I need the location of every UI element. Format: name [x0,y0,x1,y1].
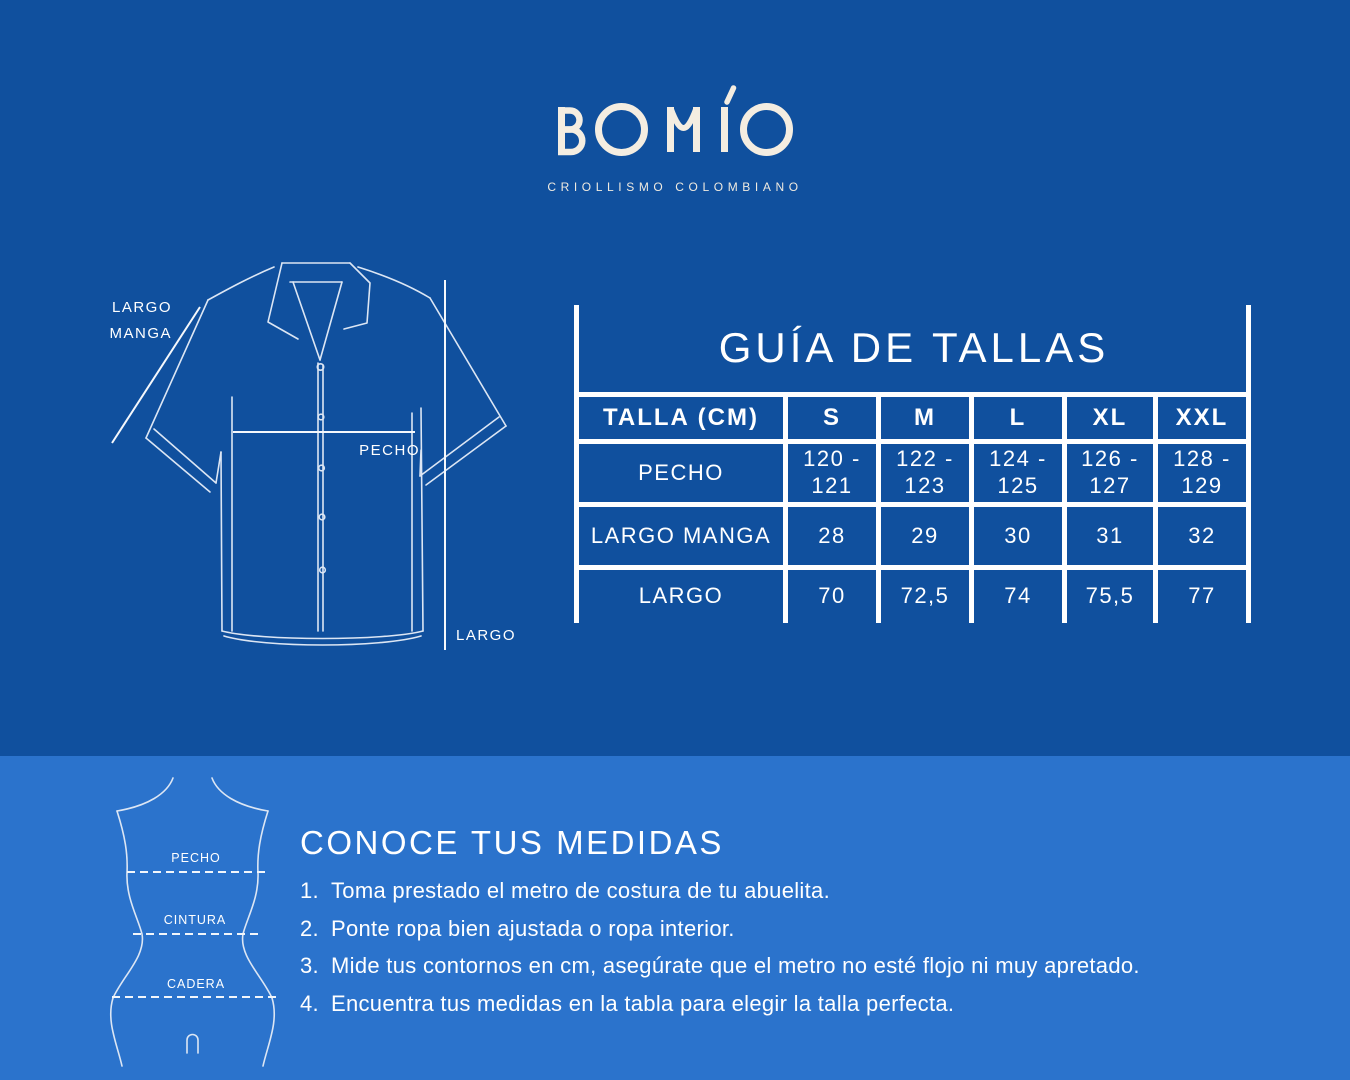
row-label-pecho: PECHO [579,444,783,502]
cell-largo-xl: 75,5 [1067,570,1153,623]
table-right-bar [1246,305,1251,623]
chest-label: PECHO [359,442,420,459]
row-label-largo-manga: LARGO MANGA [579,507,783,565]
cell-largo-xxl: 77 [1158,570,1246,623]
cell-largo-s: 70 [788,570,876,623]
cell-largo-m: 72,5 [881,570,969,623]
step-text: Ponte ropa bien ajustada o ropa interior. [331,915,735,941]
cell-manga-xxl: 32 [1158,507,1246,565]
measure-step-3 [300,947,1300,985]
cell-manga-m: 29 [881,507,969,565]
torso-hip-label: CADERA [166,977,226,991]
sleeve-label-line2: MANGA [109,325,172,342]
col-header-xxl: XXL [1158,397,1246,439]
torso-waist-label: CINTURA [163,913,227,927]
cell-manga-s: 28 [788,507,876,565]
col-header-xl: XL [1067,397,1153,439]
cell-manga-xl: 31 [1067,507,1153,565]
cell-manga-l: 30 [974,507,1062,565]
measure-step-1 [300,872,1300,910]
step-text: Toma prestado el metro de costura de tu abuelita. [331,878,830,903]
cell-pecho-s: 120 - 121 [788,444,876,502]
step-number: 3. [300,953,319,978]
cell-pecho-l: 124 - 125 [974,444,1062,502]
cell-pecho-xl: 126 - 127 [1067,444,1153,502]
step-text: Encuentra tus medidas en la tabla para elegir la talla perfecta. [331,990,955,1016]
measure-step-4 [300,985,1300,1023]
sleeve-label-line1: LARGO [111,299,172,316]
col-header-m: M [881,397,969,439]
cell-pecho-m: 122 - 123 [881,444,969,502]
measure-step-2 [300,910,1300,948]
cell-largo-l: 74 [974,570,1062,623]
step-text: Mide tus contornos en cm, asegúrate que el metro no esté flojo ni muy apretado. [331,953,1140,978]
measures-heading: CONOCE TUS MEDIDAS [300,824,724,861]
col-header-talla: TALLA (CM) [579,397,783,439]
step-number: 2. [300,915,319,941]
measure-steps [300,872,1300,1022]
bohio-logo-icon [550,85,800,180]
size-table [579,392,1246,623]
torso-chest-label: PECHO [171,851,221,865]
step-number: 1. [300,878,319,903]
step-number: 4. [300,990,319,1016]
torso-diagram [95,758,295,1068]
col-header-s: S [788,397,876,439]
row-label-largo: LARGO [579,570,783,623]
shirt-diagram [90,245,570,665]
col-header-l: L [974,397,1062,439]
length-label: LARGO [456,627,517,644]
size-table-title: GUÍA DE TALLAS [718,324,1110,371]
cell-pecho-xxl: 128 - 129 [1158,444,1246,502]
logo-tagline: CRIOLLISMO COLOMBIANO [547,180,803,194]
